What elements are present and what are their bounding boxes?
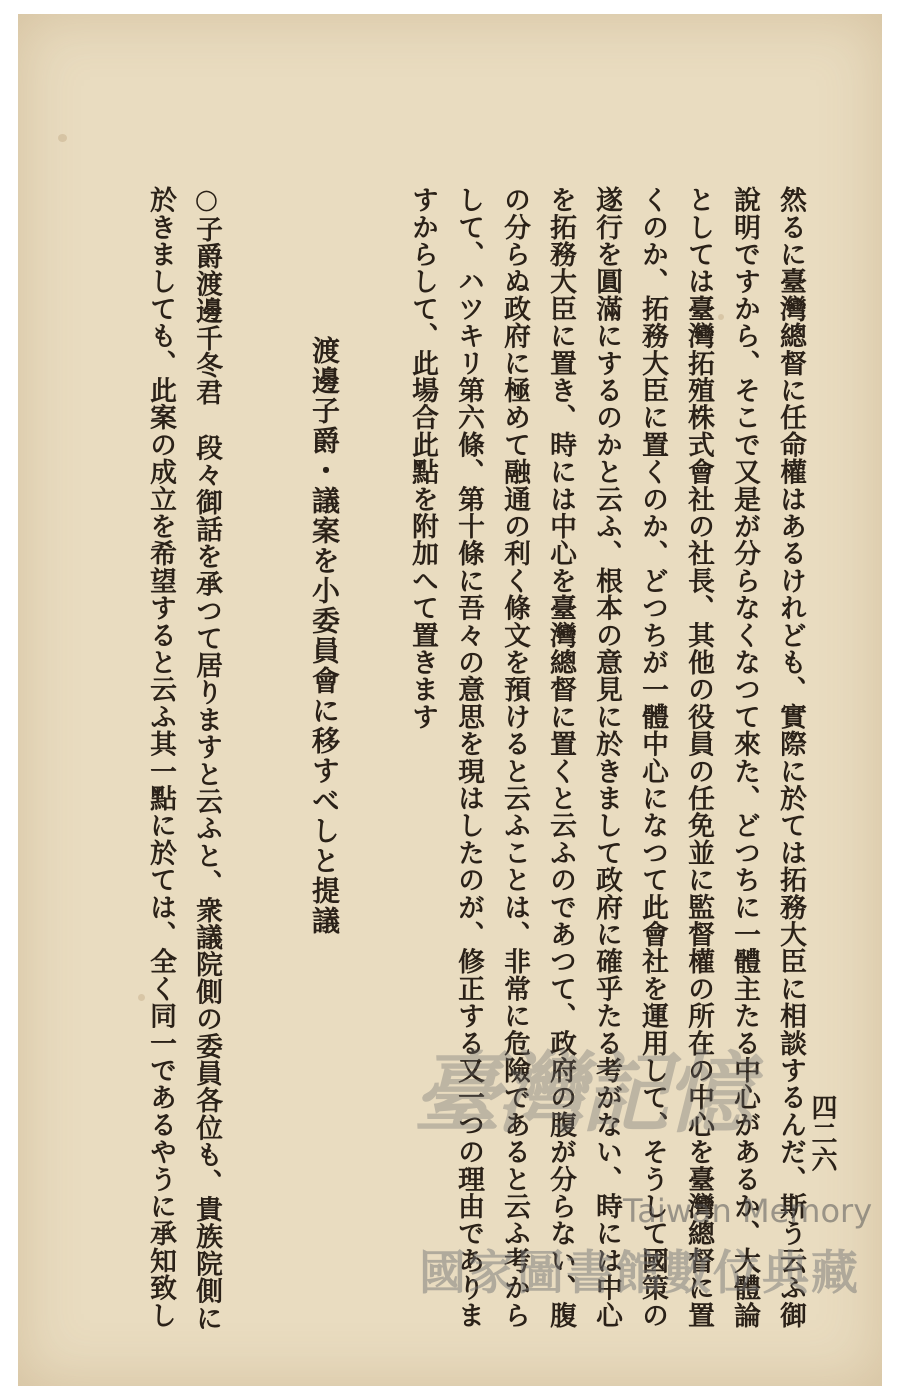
watermark-subtitle: Taiwan Memory (623, 1192, 873, 1230)
speech-line-2: 於きましても、此案の成立を希望すると云ふ其一點に於ては、全く同一であるやうに承知致し (145, 186, 176, 1329)
paper-stain (718, 314, 724, 320)
page-number: 四二六 (807, 1094, 837, 1172)
watermark-title: 臺灣記憶 (413, 1041, 750, 1145)
text-column-7: の分らぬ政府に極めて融通の利く條文を預けると云ふことは、非常に危險であると云ふ考から (499, 186, 530, 1329)
text-column-2: 說明ですから、そこで又是が分らなくなつて來た、どつちに一體主たる中心があるか、大體論 (729, 186, 760, 1329)
text-column-3: としては臺灣拓殖株式會社の社長、其他の役員の任免並に監督權の所在の中心を臺灣總督に置 (683, 186, 714, 1329)
section-heading: 渡邊子爵・議案を小委員會に移すべしと提議 (308, 336, 341, 936)
text-column-5: 遂行を圓滿にするのかと云ふ、根本の意見に於きまして政府に確乎たる考がない、時には中心 (591, 186, 622, 1329)
speech-first-line-text: 段々御話を承つて居りますと云ふと、衆議院側の委員各位も、貴族院側に (191, 433, 222, 1332)
paper-stain (58, 134, 67, 142)
speech-first-line (190, 184, 222, 1331)
text-column-8: して、ハツキリ第六條、第十條に吾々の意思を現はしたのが、修正する又一つの理由でありま (453, 186, 484, 1329)
text-column-6: を拓務大臣に置き、時には中心を臺灣總督に置くと云ふのであつて、政府の腹が分らない、腹 (545, 186, 576, 1329)
text-column-4: くのか、拓務大臣に置くのか、どつちが一體中心になつて此會社を運用して、そうして國策の (637, 186, 668, 1329)
text-column-9: すからして、此場合此點を附加へて置きます (407, 186, 438, 730)
document-page (18, 14, 882, 1386)
watermark-library: 國家圖書館數位典藏 (419, 1246, 860, 1301)
text-column-1: 然るに臺灣總督に任命權はあるけれども、實際に於ては拓務大臣に相談するんだ、斯う云ふ御 (775, 186, 806, 1329)
speaker-name: ○子爵渡邊千冬君 (191, 184, 222, 406)
